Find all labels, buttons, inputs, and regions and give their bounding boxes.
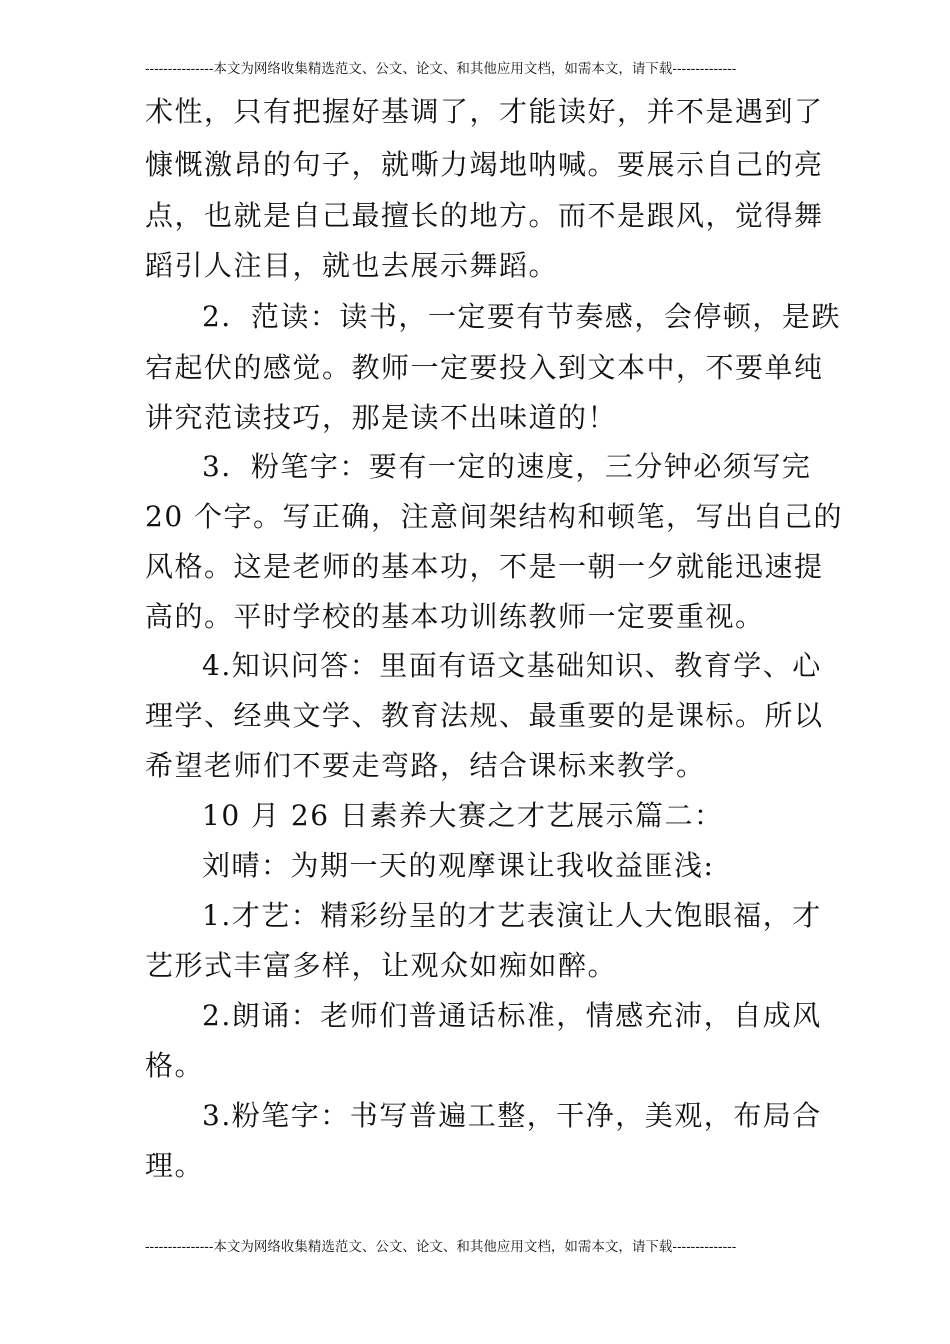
text-line: 高的。平时学校的基本功训练教师一定要重视。 xyxy=(145,600,765,633)
paragraph-first-line: 1.才艺：精彩纷呈的才艺表演让人大饱眼福，才 xyxy=(202,899,822,932)
paragraph-first-line: 3．粉笔字：要有一定的速度，三分钟必须写完 xyxy=(202,450,812,483)
text-line: 艺形式丰富多样，让观众如痴如醉。 xyxy=(145,949,618,982)
paragraph-first-line: 2.朗诵：老师们普通话标准，情感充沛，自成风 xyxy=(202,999,822,1032)
paragraph-first-line: 2．范读：读书，一定要有节奏感，会停顿，是跌 xyxy=(202,300,841,333)
text-line: 讲究范读技巧，那是读不出味道的！ xyxy=(145,401,618,434)
text-line: 理学、经典文学、教育法规、最重要的是课标。所以 xyxy=(145,699,824,732)
page-footer: ---------------本文为网络收集精选范文、公文、论文、和其他应用文档，如需本文，请下载-------------- xyxy=(145,1239,737,1255)
text-line: 理。 xyxy=(145,1149,205,1182)
paragraph-first-line: 4.知识问答：里面有语文基础知识、教育学、心 xyxy=(202,649,822,682)
text-line: 宕起伏的感觉。教师一定要投入到文本中，不要单纯 xyxy=(145,351,824,384)
text-line: 希望老师们不要走弯路，结合课标来教学。 xyxy=(145,749,706,782)
paragraph-first-line: 刘晴：为期一天的观摩课让我收益匪浅: xyxy=(202,849,715,882)
text-line: 格。 xyxy=(145,1049,205,1082)
text-line: 蹈引人注目，就也去展示舞蹈。 xyxy=(145,249,559,282)
text-line: 慷慨激昂的句子，就嘶力竭地呐喊。要展示自己的亮 xyxy=(145,148,824,181)
text-line: 风格。这是老师的基本功，不是一朝一夕就能迅速提 xyxy=(145,550,824,583)
paragraph-first-line: 3.粉笔字：书写普遍工整，干净，美观，布局合 xyxy=(202,1099,822,1132)
text-line: 20 个字。写正确，注意间架结构和顿笔，写出自己的 xyxy=(145,500,844,533)
text-line: 点，也就是自己最擅长的地方。而不是跟风，觉得舞 xyxy=(145,199,824,232)
text-line: 术性，只有把握好基调了，才能读好，并不是遇到了 xyxy=(145,95,824,128)
section-heading: 10 月 26 日素养大赛之才艺展示篇二： xyxy=(202,799,724,832)
page-header: ---------------本文为网络收集精选范文、公文、论文、和其他应用文档，如需本文，请下载-------------- xyxy=(145,61,737,77)
